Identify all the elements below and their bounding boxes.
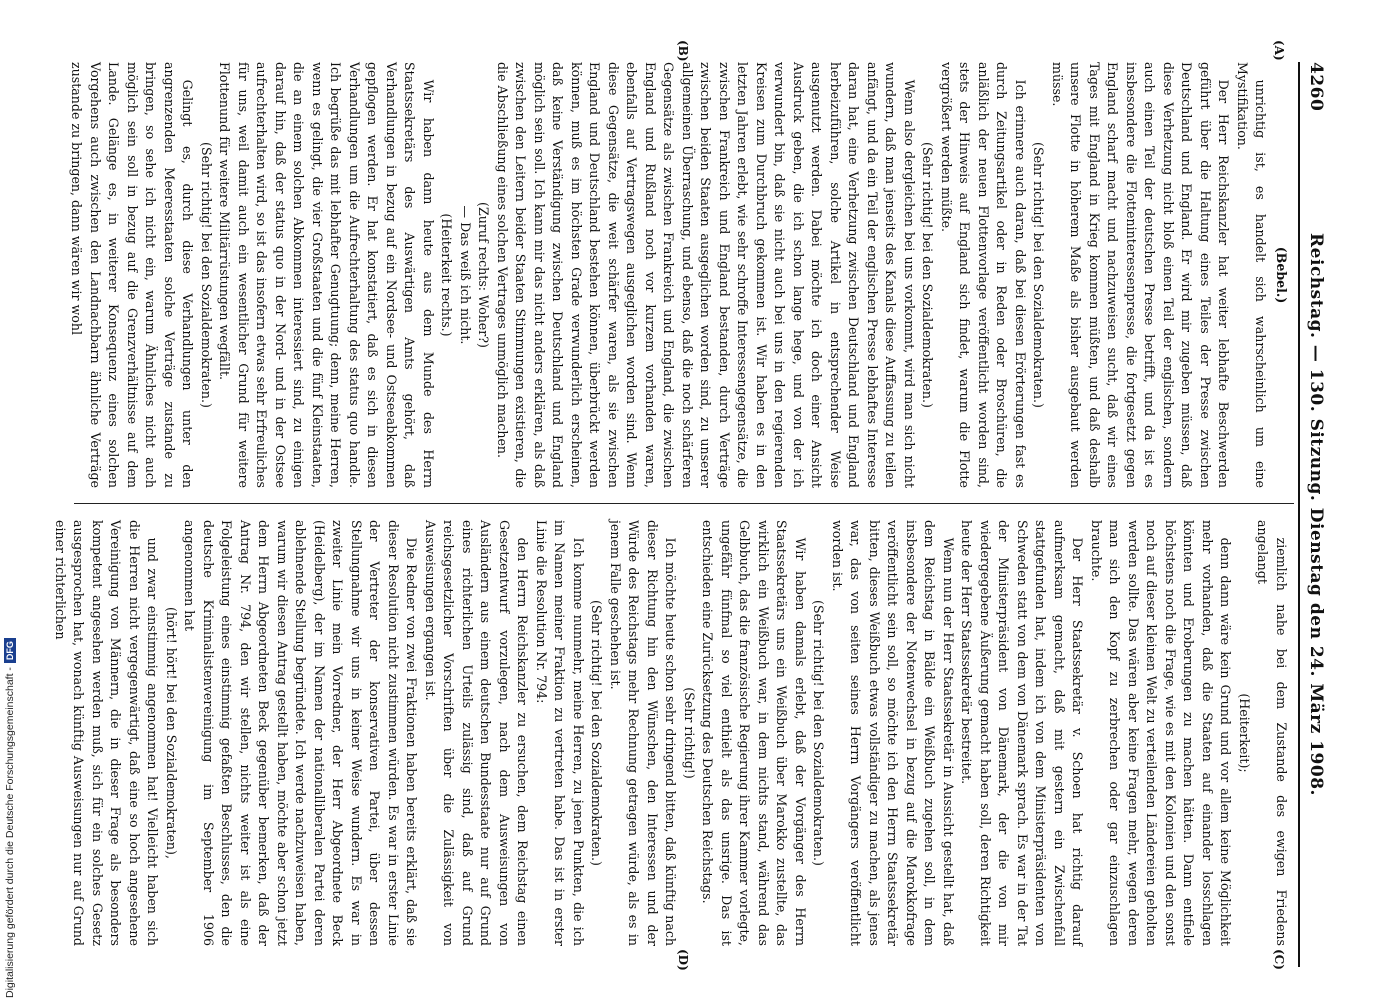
margin-mark-a: (A) — [1272, 40, 1286, 61]
paragraph: denn dann wäre kein Grund und vor allem keine Möglichkeit mehr vorhanden, daß die Staaten auf einander losschlagen könnten und Eroberungen zu machen hätten. Dann entfiele höchstens noch die Frage, wie es mit den Kolonien und den sonst noch auf dieser kleinen Welt zu verteilenden Ländereien geholten werden sollte. Das wären aber keine Fragen mehr, wegen deren man sich den Kopf zu zerbrechen oder gar einzuschlagen brauchte. — [1089, 520, 1234, 946]
paragraph: (Sehr richtig! bei den Sozialdemokraten.) — [589, 600, 605, 866]
paragraph: Wenn also dergleichen bei uns vorkommt, wird man sich nicht wundern, daß man jenseits des Kanals diese Auffassung zu teilen anfängt, und da ein Teil der englischen Presse lebhaftes Interesse daran hat, eine Verhetzung zwischen Deutschland und England herbeizuführen, solche Artikel in entsprechender Weise ausgenutzt werden. Dabei möchte ich doch einer Ansicht Ausdruck geben, die ich schon lange hege, und von der ich verwundert bin, daß sie nicht auch bei uns in den regierenden Kreisen zum Durchbruch gekommen ist. Wir haben es in den letzten Jahren erlebt, wie sehr schroffe Interessengegensätze, die zwischen Frankreich und England bestanden, durch Verträge zwischen beiden Staaten ausgeglichen worden sind, zu unserer allgemeinen Überraschung, und ebenso, daß die noch schärferen Gegensätze als zwischen Frankreich und England, die zwischen England und Rußland noch vor kurzem vorhanden waren, ebenfalls auf Vertragswegen ausgeglichen worden sind. Wenn diese Gegensätze, die weit schärfer waren, als sie zwischen England und Deutschland bestehen können, überbrückt werden können, muß es im höchsten Grade verwunderlich erscheinen, daß keine Verständigung zwischen Deutschland und England möglich sein soll. Ich kann mir das nicht anders erklären, als daß zwischen den Leitern beider Staaten Stimmungen existieren, die die Abschließung eines solchen Vertrages unmöglich machen. — [495, 62, 917, 488]
paragraph: (Heiterkeit); — [1237, 693, 1252, 773]
paragraph: Ich möchte heute schon sehr dringend bitten, daß künftig nach dieser Richtung hin den Wünschen, den Interessen und der Würde des Reichstags mehr Rechnung getragen würde, als es in jenem Falle geschehen ist. — [608, 520, 679, 946]
speaker-label: (Bebel.) — [1274, 246, 1289, 304]
paragraph: (Sehr richtig! bei den Sozialdemokraten.) — [811, 600, 827, 866]
credit-text: Digitalisierung gefördert durch die Deutsche Forschungsgemeinschaft - — [4, 667, 16, 998]
running-title: Reichstag. — 130. Sitzung. Dienstag den 24. März 1908. — [1306, 233, 1326, 796]
paragraph: unrichtig ist, es handelt sich wahrscheinlich um eine Mystifikation. — [1235, 62, 1269, 488]
margin-mark-c: (C) — [1272, 949, 1286, 970]
paragraph: — Das weiß ich nicht. — [458, 205, 473, 345]
paragraph: Wenn nun der Herr Staatssekretär in Aussicht gestellt hat, daß dem Reichstag in Bälde ein Weißbuch zugehen soll, in dem insbesondere der Notenwechsel in bezug auf die Marokkofrage veröffentlicht sein soll, so möchte ich den Herrn Staatssekretär bitten, dieses Weißbuch etwas vollständiger zu machen, als jenes war, das von seiten seines Herrn Vorgängers veröffentlicht worden ist. — [830, 520, 956, 946]
header-rule — [1298, 62, 1300, 967]
right-column — [53, 520, 1290, 946]
digitization-credit — [4, 638, 16, 998]
paragraph: Die Redner von zwei Fraktionen haben bereits erklärt, daß sie dieser Resolution nicht zustimmen würden. Es war in erster Linie der Vertreter der konservativen Partei, über dessen Stellungnahme wir uns in keiner Weise wundern. Es war in zweiter Linie mein Vorredner, der Herr Abgeordnete Beck (Heidelberg), der im Namen der nationalliberalen Partei deren ablehnende Stellung begründete. Ich werde nachzuweisen haben, warum wir diesen Antrag gestellt haben, möchte aber schon jetzt dem Herrn Abgeordneten Beck gegenüber bemerken, daß der Antrag Nr. 794, den wir stellen, nichts weiter ist als eine Folgeleistung eines einstimmig gefaßten Beschlusses, den die deutsche Kriminalistenvereinigung im September 1906 angenommen hat — [182, 520, 420, 946]
paragraph: ziemlich nahe bei dem Zustande des ewigen Friedens angelangt — [1255, 520, 1289, 946]
page-number: 4260 — [1306, 62, 1326, 112]
paragraph: Ich erinnere auch daran, daß bei diesen Erörterungen fast es durch Zeitungsartikel oder in Reden oder Broschüren, die anläßlich der neuen Flottenvorlage veröffentlicht worden sind, stets der Hinweis auf England sich findet, warum die Flotte vergrößert werden müßte. — [939, 62, 1028, 488]
paragraph: (Sehr richtig! bei den Sozialdemokraten.) — [199, 142, 214, 408]
document-page — [53, 40, 1330, 971]
page-header — [1302, 62, 1330, 967]
paragraph: (Heiterkeit rechts.) — [439, 213, 455, 337]
paragraph: den Herrn Reichskanzler zu ersuchen, dem Reichstag einen Gesetzentwurf vorzulegen, nach dem Ausweisungen von Ausländern aus einem deutschen Bundesstaate nur auf Grund eines richterlichen Urteils zulässig sind, daß auf Grund reichsgesetzlicher Vorschriften über die Zulässigkeit von Ausweisungen ergangen ist. — [423, 520, 531, 946]
left-column-text — [67, 62, 1270, 488]
left-column — [69, 62, 1290, 488]
paragraph: (Sehr richtig!) — [682, 687, 697, 779]
paragraph: Wir haben damals erlebt, daß der Vorgänger des Herrn Staatssekretärs uns ein Weißbuch über Marokko zustellte, das wirklich ein Weißbuch war, in dem nichts stand, während das Gelbbuch, das die französische Regierung ihrer Kammer vorlegte, ungefähr fünfmal so viel enthielt als das unsrige. Das ist entschieden eine Zurücksetzung des Deutschen Reichstags. — [700, 520, 808, 946]
paragraph: Gelingt es, durch diese Verhandlungen unter den angrenzenden Meeresstaaten solche Verträge zustande zu bringen, so sehe ich nicht ein, warum Ähnliches nicht auch möglich sein soll in bezug auf die Grenzverhältnisse auf dem Lande. Gelänge es, in weiterer Konsequenz eines solchen Vorgehens auch zwischen den Landnachbarn ähnliche Verträge zustande zu bringen, dann wären wir wohl — [69, 62, 196, 488]
margin-mark-d: (D) — [676, 949, 690, 971]
column-divider — [74, 503, 1294, 504]
paragraph: Der Herr Staatssekretär v. Schoen hat richtig darauf aufmerksam gemacht, daß mit gestern ein Zwischenfall stattgefunden hat, indem ich von dem Ministerpräsidenten von Schweden statt von dem von Dänemark sprach. Es war in der Tat der Ministerpräsident von Dänemark, der die von mir wiedergegebene Äußerung gemacht haben soll, deren Richtigkeit heute der Herr Staatssekretär bestreitet. — [959, 520, 1086, 946]
paragraph: Wir haben dann heute aus dem Munde des Herrn Staatssekretärs des Auswärtigen Amts gehört, daß Verhandlungen in bezug auf ein Nordsee- und Ostseeabkommen gepflogen werden. Er hat konstatiert, daß es sich in diesen Verhandlungen um die Aufrechterhaltung des status quo handle. Ich begrüße das mit lebhafter Genugtuung; denn, meine Herren, wenn es gelingt, die vier Großstaaten und die fünf Kleinstaaten, die an einem solchen Abkommen interessiert sind, zu einigen darauf hin, daß der status quo in der Nord- und in der Ostsee aufrechterhalten wird, so ist das insofern etwas sehr Erfreuliches für uns, weil damit auch ein wesentlicher Grund für weitere Flottenund für weitere Militärrüstungen wegfällt. — [217, 62, 436, 488]
paragraph: Der Herr Reichskanzler hat weiter lebhafte Beschwerden geführt über die Haltung eines Teiles der Presse zwischen Deutschland und England. Er wird mir zugeben müssen, daß diese Verhetzung nicht bloß einen Teil der englischen, sondern auch einen Teil der deutschen Presse betrifft, und da ist es insbesondere die Flotteninteressenpresse, die fortgesetzt gegen England scharf macht und nachzuweisen sucht, daß wir eines Tages mit England in Krieg kommen müßten, und daß deshalb unsere Flotte in höherem Maße als bisher ausgebaut werden müsse. — [1050, 62, 1232, 488]
margin-mark-b: (B) — [676, 40, 690, 62]
paragraph: (Sehr richtig! bei den Sozialdemokraten.) — [1031, 142, 1047, 408]
right-column-text — [51, 520, 1291, 946]
paragraph: (Sehr richtig! bei den Sozialdemokraten.) — [920, 142, 936, 408]
dfg-logo: DFG — [4, 638, 16, 663]
paragraph: (hört! hört! bei den Sozialdemokraten), — [164, 607, 179, 859]
paragraph: und zwar einstimmig angenommen hat! Vielleicht haben sich die Herren nicht vergegenwärtigt, daß eine so hoch angesehene Vereinigung von Männern, die in dieser Frage als besonders kompetent angesehen werden muß, sich für ein solches Gesetz ausgesprochen hat, wonach künftig Ausweisungen nur auf Grund einer richterlichen — [53, 520, 161, 946]
paragraph: Ich komme nunmehr, meine Herren, zu jenen Punkten, die ich im Namen meiner Fraktion zu vertreten habe. Das ist in erster Linie die Resolution Nr. 794: — [534, 520, 586, 946]
paragraph: (Zuruf rechts: Woher?) — [476, 202, 492, 348]
